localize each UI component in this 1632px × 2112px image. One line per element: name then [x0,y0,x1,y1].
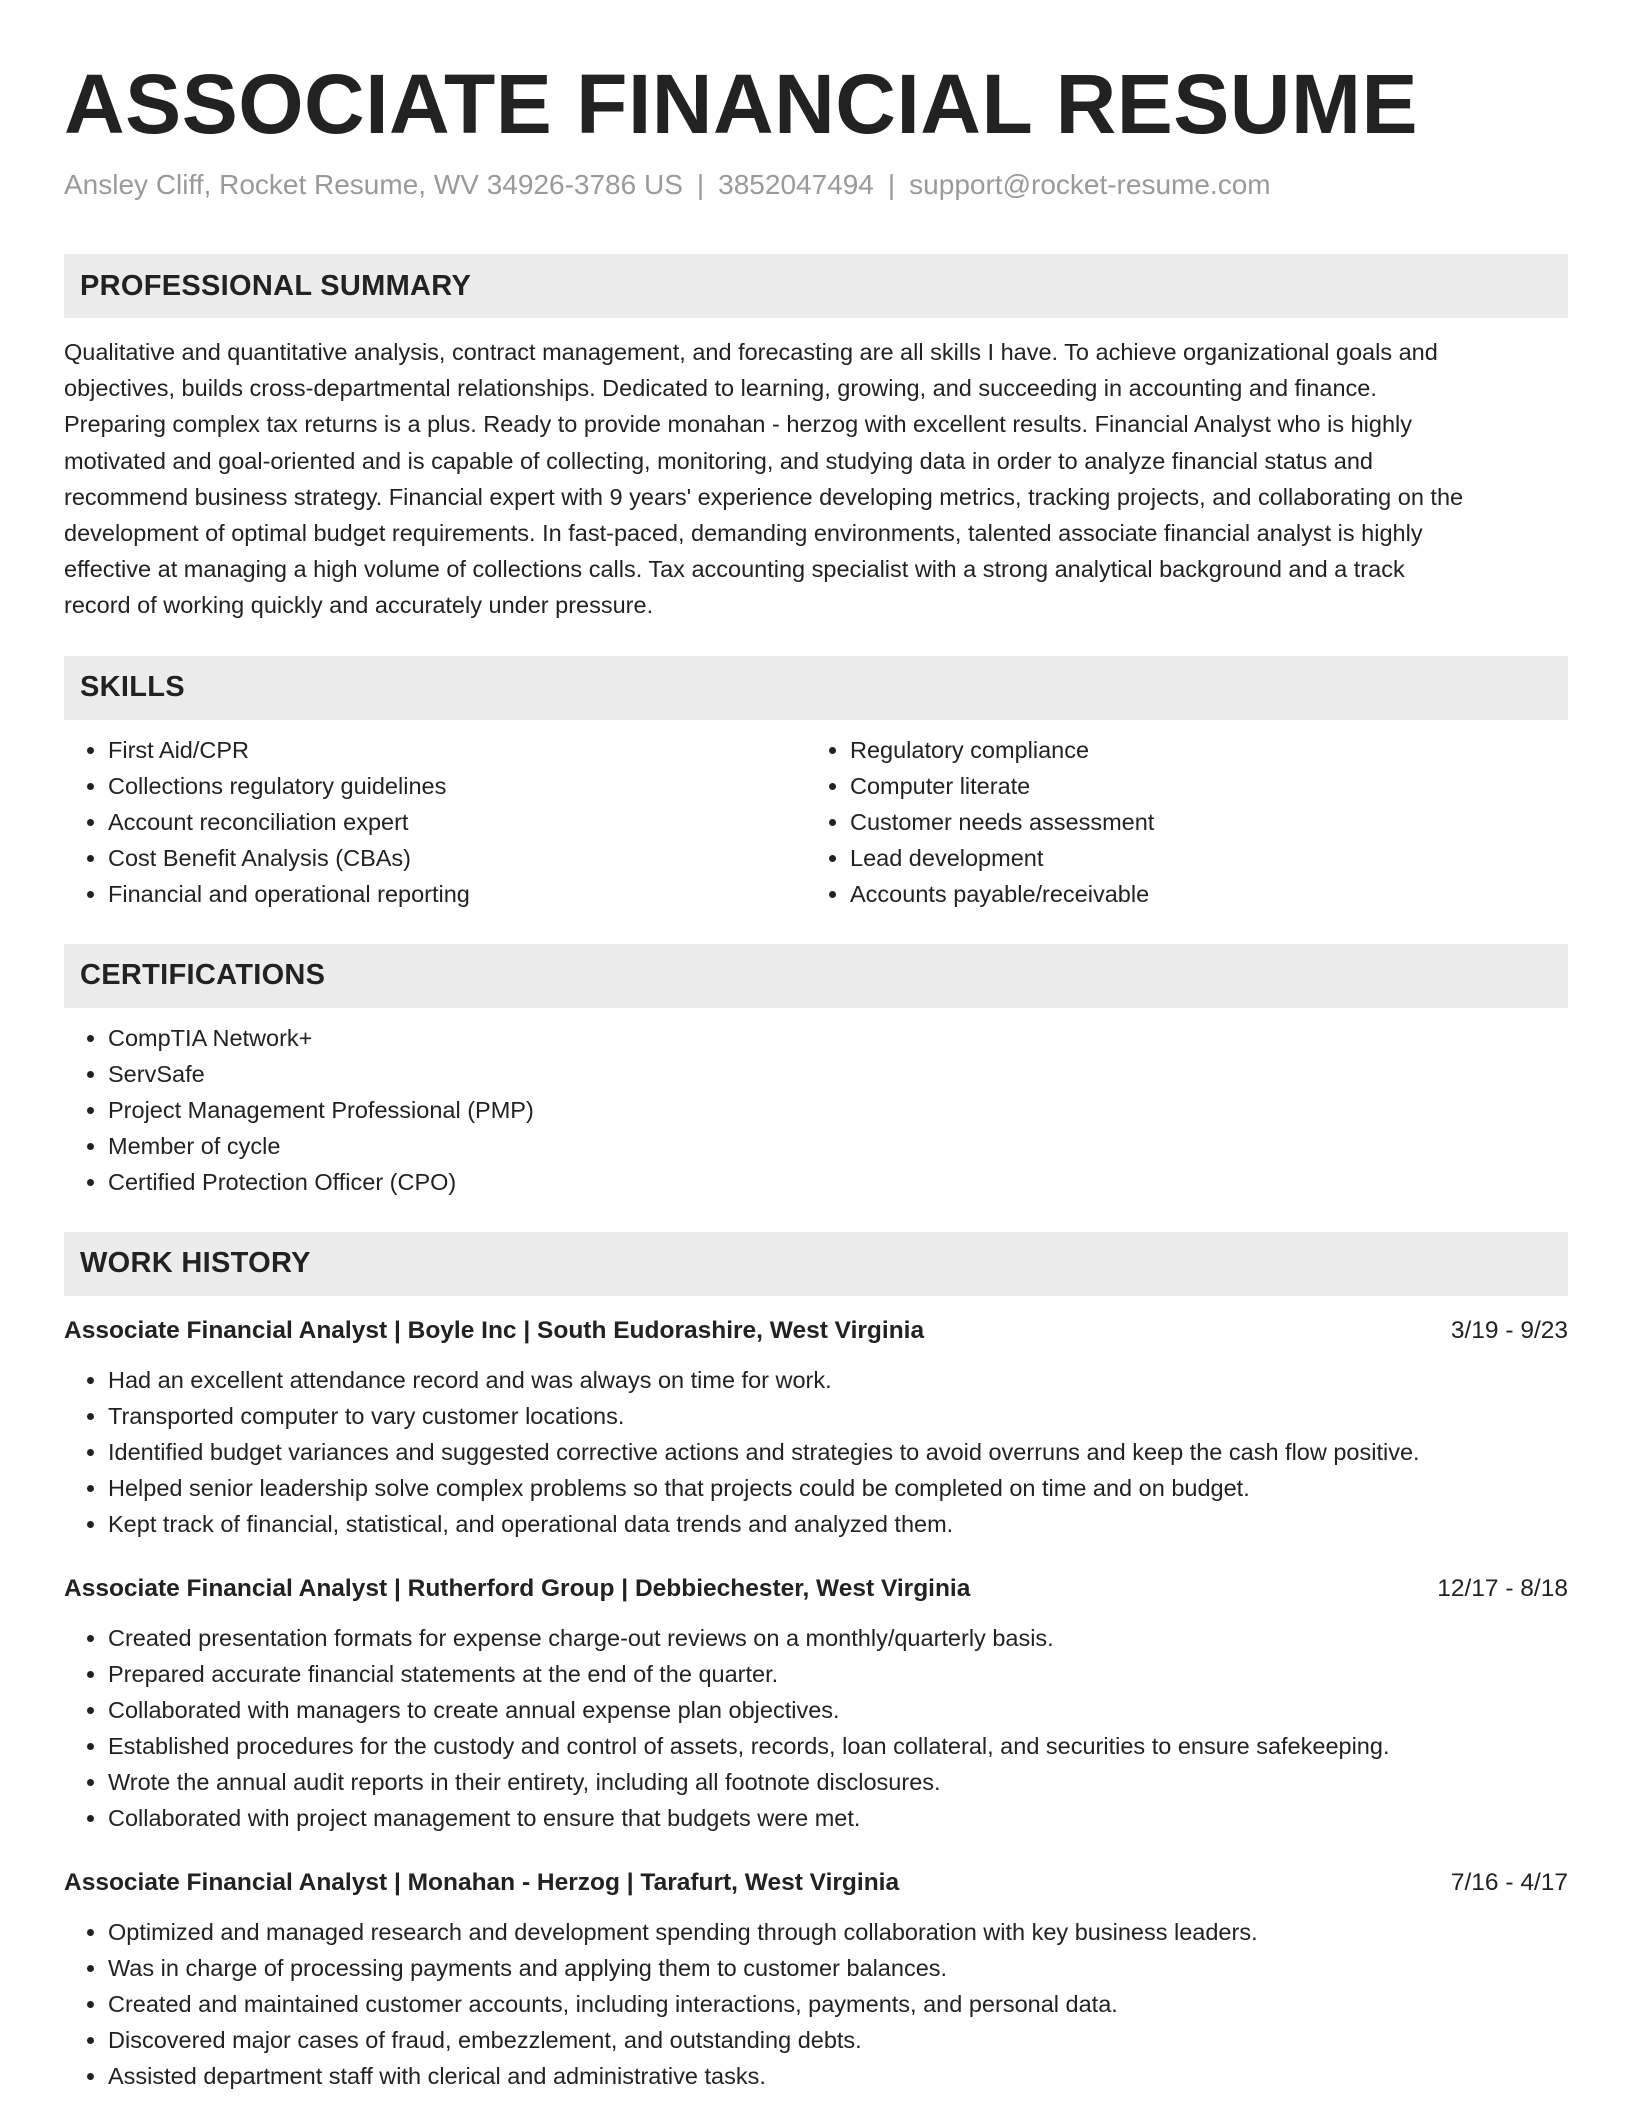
work-history-section-header [64,1232,1568,1296]
job-duty: • Transported computer to vary customer locations. [108,1398,1568,1434]
job-duty: • Created presentation formats for expense charge-out reviews on a monthly/quarterly basis. [108,1620,1568,1656]
job-duty: • Had an excellent attendance record and was always on time for work. [108,1362,1568,1398]
job-duty: • Assisted department staff with clerical and administrative tasks. [108,2058,1568,2094]
skill-item: • Account reconciliation expert [108,804,806,840]
job-entry [64,1572,1568,1836]
skill-item: • Accounts payable/receivable [850,876,1548,912]
skill-item: • Collections regulatory guidelines [108,768,806,804]
job-duty: • Created and maintained customer accounts, including interactions, payments, and personal data. [108,1986,1568,2022]
job-title: Associate Financial Analyst | Monahan - Herzog | Tarafurt, West Virginia [64,1868,900,1896]
summary-section-header [64,254,1568,318]
skills-section-header [64,656,1568,720]
job-duty: • Identified budget variances and suggested corrective actions and strategies to avoid overruns and keep the cash flow positive. [108,1434,1568,1470]
certifications-section-header [64,944,1568,1008]
job-header [64,1866,1568,1900]
job-title: Associate Financial Analyst | Boyle Inc | South Eudorashire, West Virginia [64,1316,925,1344]
summary-text: Qualitative and quantitative analysis, contract management, and forecasting are all skills I have. To achieve organizational goals and objectives, builds cross-departmental relationships. Dedicated to learning, growing, and succeeding in accounting and finance. Preparing complex tax returns is a plus. Ready to provide monahan - herzog with excellent results. Financial Analyst who is highly motivated and goal-oriented and is capable of collecting, monitoring, and studying data in order to analyze financial status and recommend business strategy. Financial expert with 9 years' experience developing metrics, tracking projects, and collaborating on the development of optimal budget requirements. In fast-paced, demanding environments, talented associate financial analyst is highly effective at managing a high volume of collections calls. Tax accounting specialist with a strong analytical background and a track record of working quickly and accurately under pressure. [64,339,1464,619]
job-duties-list [64,1914,1568,2094]
contact-separator: | [696,169,705,200]
job-duties-list [64,1620,1568,1836]
job-dates: 3/19 - 9/23 [1450,1316,1568,1344]
skills-list-right [806,732,1548,912]
job-duty: • Helped senior leadership solve complex problems so that projects could be completed on time and on budget. [108,1470,1568,1506]
certification-item: • Member of cycle [108,1128,1568,1164]
skill-item: • Financial and operational reporting [108,876,806,912]
skill-item: • Cost Benefit Analysis (CBAs) [108,840,806,876]
job-header [64,1314,1568,1348]
skill-item: • Customer needs assessment [850,804,1548,840]
job-duty: • Was in charge of processing payments and applying them to customer balances. [108,1950,1568,1986]
contact-separator: | [887,169,896,200]
resume-title: ASSOCIATE FINANCIAL RESUME [64,57,1418,151]
skills-heading: SKILLS [80,671,185,704]
job-duty: • Collaborated with managers to create annual expense plan objectives. [108,1692,1568,1728]
resume-page [64,0,1568,2094]
job-duty: • Optimized and managed research and development spending through collaboration with key business leaders. [108,1914,1568,1950]
job-duty: • Discovered major cases of fraud, embezzlement, and outstanding debts. [108,2022,1568,2058]
job-duty: • Collaborated with project management to ensure that budgets were met. [108,1800,1568,1836]
job-duty: • Wrote the annual audit reports in their entirety, including all footnote disclosures. [108,1764,1568,1800]
job-header [64,1572,1568,1606]
job-entry [64,1866,1568,2094]
certifications-list [64,1020,1568,1200]
skill-item: • Computer literate [850,768,1548,804]
job-dates: 7/16 - 4/17 [1450,1868,1568,1896]
job-dates: 12/17 - 8/18 [1437,1574,1568,1602]
contact-line [64,168,1568,202]
contact-email: support@rocket-resume.com [909,169,1271,200]
skills-list-left [64,732,806,912]
certifications-heading: CERTIFICATIONS [80,959,326,992]
contact-address: Ansley Cliff, Rocket Resume, WV 34926-3786 US [64,169,683,200]
skills-columns [64,720,1568,912]
job-duty: • Kept track of financial, statistical, and operational data trends and analyzed them. [108,1506,1568,1542]
skill-item: • First Aid/CPR [108,732,806,768]
job-duties-list [64,1362,1568,1542]
summary-heading: PROFESSIONAL SUMMARY [80,269,472,302]
certification-item: • Certified Protection Officer (CPO) [108,1164,1568,1200]
contact-phone: 3852047494 [718,169,874,200]
certification-item: • ServSafe [108,1056,1568,1092]
certification-item: • Project Management Professional (PMP) [108,1092,1568,1128]
job-entry [64,1314,1568,1542]
job-duty: • Established procedures for the custody and control of assets, records, loan collateral, and securities to ensure safekeeping. [108,1728,1568,1764]
skill-item: • Regulatory compliance [850,732,1548,768]
skill-item: • Lead development [850,840,1548,876]
job-title: Associate Financial Analyst | Rutherford Group | Debbiechester, West Virginia [64,1574,971,1602]
work-history-heading: WORK HISTORY [80,1247,311,1280]
certification-item: • CompTIA Network+ [108,1020,1568,1056]
job-duty: • Prepared accurate financial statements at the end of the quarter. [108,1656,1568,1692]
